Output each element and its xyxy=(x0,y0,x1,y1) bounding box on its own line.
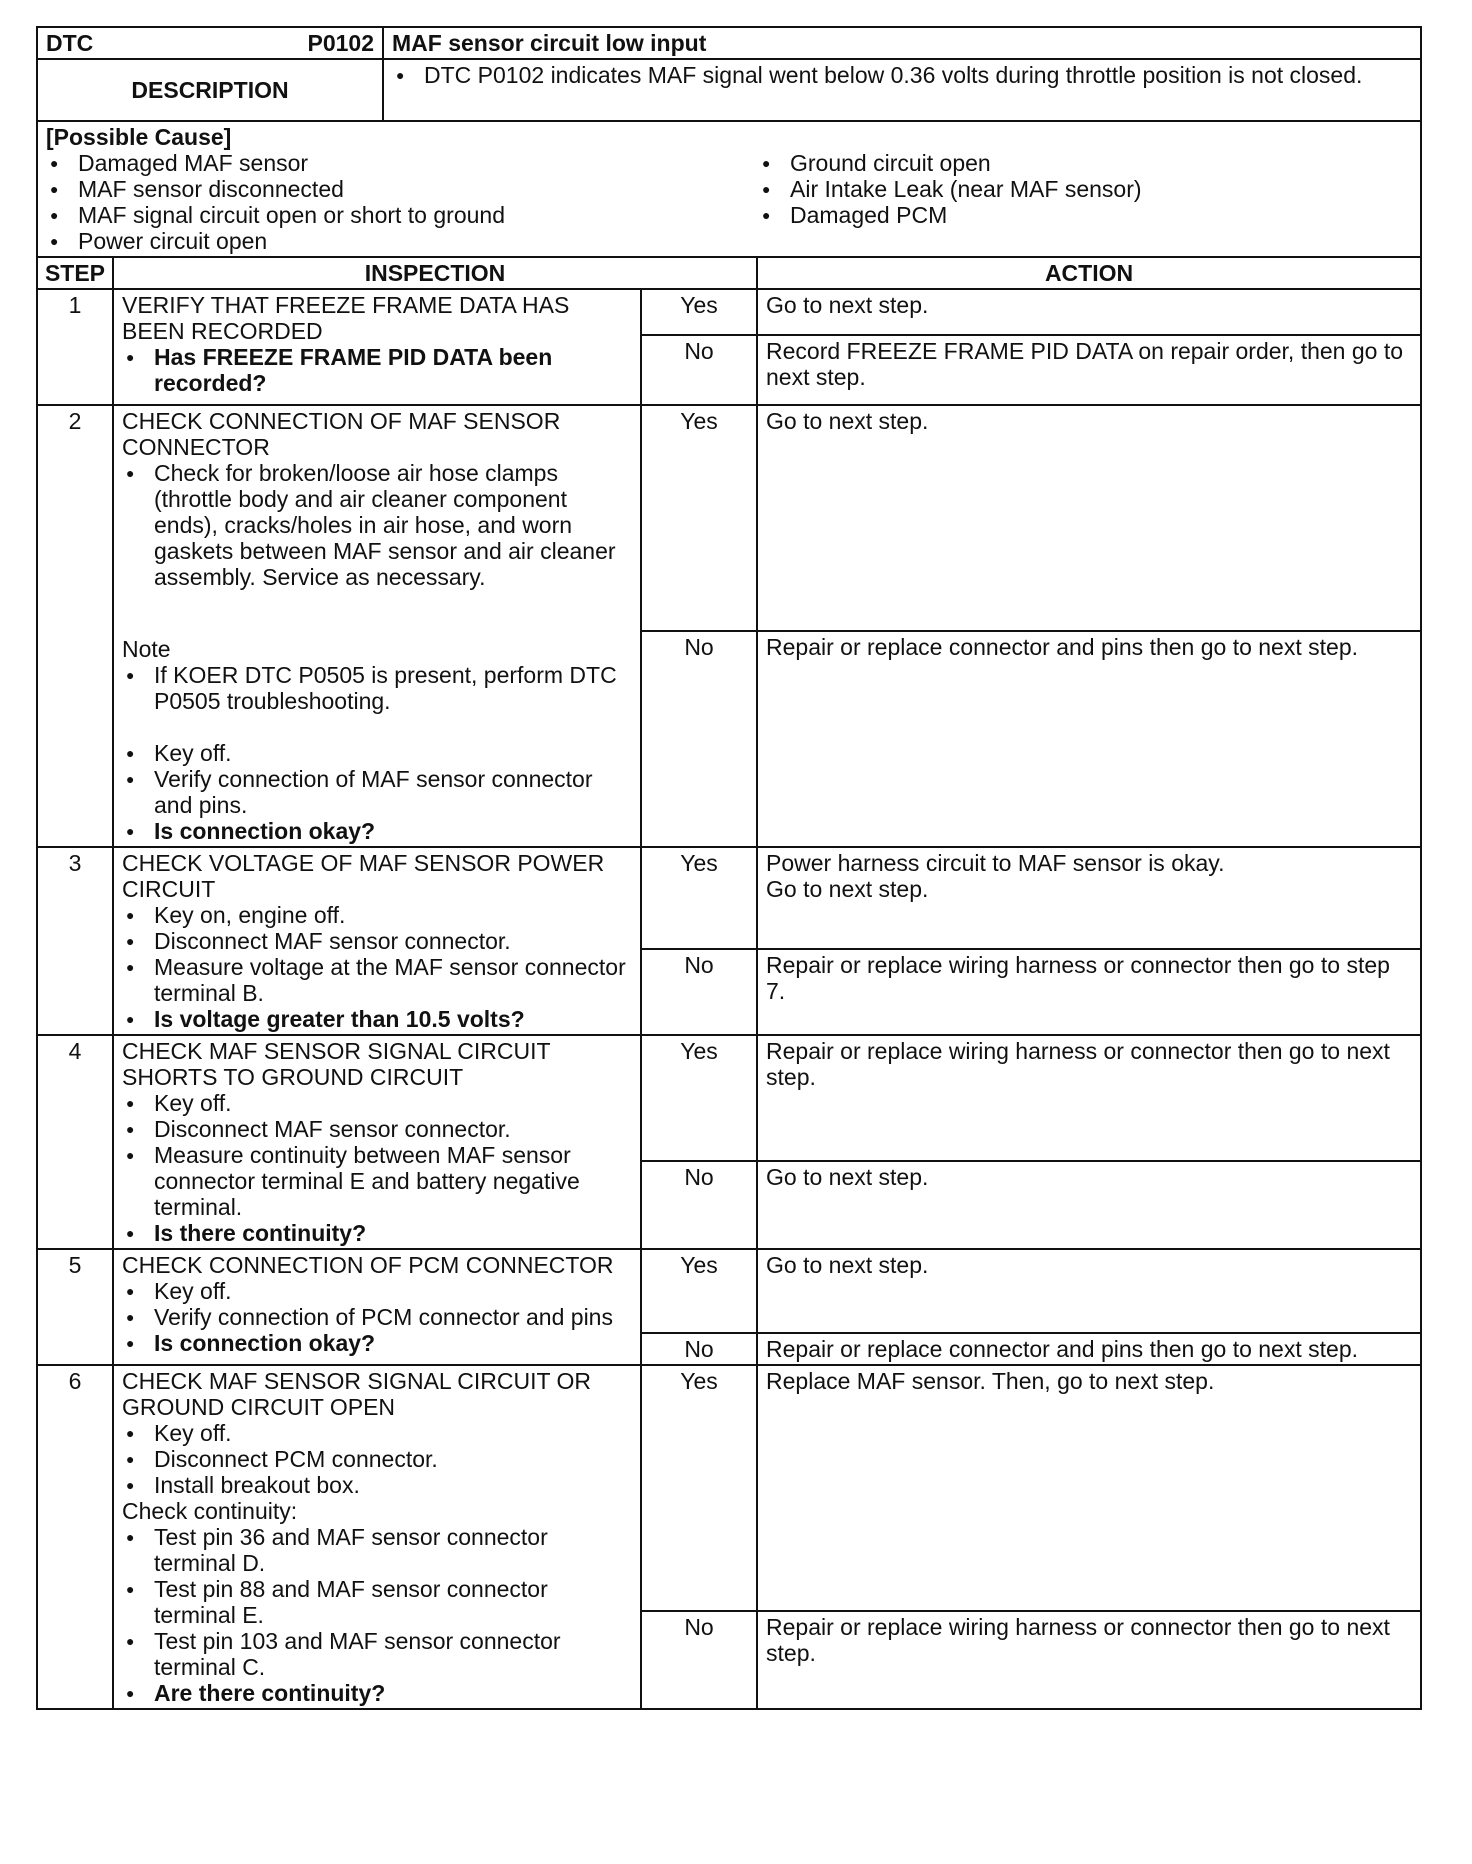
no-label: No xyxy=(641,631,757,847)
yes-action-line: Power harness circuit to MAF sensor is okay. xyxy=(766,850,1225,876)
step-bullet: ● Key off. xyxy=(122,740,632,766)
check-label: Check continuity: xyxy=(122,1498,298,1524)
step-question: ● Are there continuity? xyxy=(122,1680,632,1706)
step-number: 3 xyxy=(37,847,113,1035)
yes-action xyxy=(757,847,1421,949)
step-row-4 xyxy=(37,1035,1421,1161)
no-label: No xyxy=(641,1611,757,1709)
yes-label: Yes xyxy=(641,1035,757,1161)
step-row-2 xyxy=(37,405,1421,631)
cause-item: ● Air Intake Leak (near MAF sensor) xyxy=(758,176,1412,202)
step-title: CHECK MAF SENSOR SIGNAL CIRCUIT SHORTS TO GROUND CIRCUIT xyxy=(122,1038,551,1090)
step-number: 5 xyxy=(37,1249,113,1365)
dtc-code: P0102 xyxy=(307,30,375,56)
no-action: Go to next step. xyxy=(757,1161,1421,1249)
step-bullet: ● Key off. xyxy=(122,1278,632,1304)
possible-cause-heading: [Possible Cause] xyxy=(46,124,232,150)
step-inspection xyxy=(113,405,641,847)
no-action: Repair or replace connector and pins then go to next step. xyxy=(757,1333,1421,1365)
description-row xyxy=(37,59,1421,121)
yes-label: Yes xyxy=(641,847,757,949)
step-bullet: ● Measure continuity between MAF sensor connector terminal E and battery negative terminal. xyxy=(122,1142,632,1220)
no-action: Repair or replace connector and pins then go to next step. xyxy=(757,631,1421,847)
step-bullet: ● Test pin 103 and MAF sensor connector terminal C. xyxy=(122,1628,632,1680)
yes-action: Go to next step. xyxy=(757,1249,1421,1333)
step-bullet: ● Test pin 88 and MAF sensor connector terminal E. xyxy=(122,1576,632,1628)
no-label: No xyxy=(641,1161,757,1249)
step-inspection xyxy=(113,289,641,405)
step-row-6 xyxy=(37,1365,1421,1611)
cause-item: ● Damaged PCM xyxy=(758,202,1412,228)
cause-item: ● MAF signal circuit open or short to ground xyxy=(46,202,758,228)
step-bullet: ● Check for broken/loose air hose clamps (throttle body and air cleaner component ends), cracks/holes in air hose, and worn gaskets between MAF sensor and air cleaner assembly. Service as necessary. xyxy=(122,460,632,590)
cause-item: ● Damaged MAF sensor xyxy=(46,150,758,176)
dtc-sheet xyxy=(36,26,1420,1710)
step-row-5 xyxy=(37,1249,1421,1333)
description-cell xyxy=(383,59,1421,121)
step-question: ● Has FREEZE FRAME PID DATA been recorded? xyxy=(122,344,632,396)
yes-action: Go to next step. xyxy=(757,289,1421,335)
step-row-1 xyxy=(37,289,1421,335)
step-bullet: ● Install breakout box. xyxy=(122,1472,632,1498)
dtc-header-row xyxy=(37,27,1421,59)
step-bullet: ● Test pin 36 and MAF sensor connector terminal D. xyxy=(122,1524,632,1576)
no-label: No xyxy=(641,1333,757,1365)
cause-item: ● MAF sensor disconnected xyxy=(46,176,758,202)
step-inspection xyxy=(113,1365,641,1709)
step-number: 6 xyxy=(37,1365,113,1709)
dtc-label: DTC xyxy=(46,30,94,56)
no-action: Record FREEZE FRAME PID DATA on repair order, then go to next step. xyxy=(757,335,1421,405)
step-number: 2 xyxy=(37,405,113,847)
step-bullet: ● Disconnect PCM connector. xyxy=(122,1446,632,1472)
step-bullet: ● Verify connection of MAF sensor connector and pins. xyxy=(122,766,632,818)
possible-cause-row xyxy=(37,121,1421,257)
step-inspection xyxy=(113,1249,641,1365)
no-label: No xyxy=(641,949,757,1035)
cause-item: ● Ground circuit open xyxy=(758,150,1412,176)
step-bullet: ● Verify connection of PCM connector and pins xyxy=(122,1304,632,1330)
step-question: ● Is voltage greater than 10.5 volts? xyxy=(122,1006,632,1032)
yes-action-line: Go to next step. xyxy=(766,876,929,902)
yes-label: Yes xyxy=(641,289,757,335)
step-row-3 xyxy=(37,847,1421,949)
yes-label: Yes xyxy=(641,405,757,631)
step-bullet: ● Key on, engine off. xyxy=(122,902,632,928)
dtc-title: MAF sensor circuit low input xyxy=(383,27,1421,59)
no-action: Repair or replace wiring harness or connector then go to step 7. xyxy=(757,949,1421,1035)
note-label: Note xyxy=(122,636,171,662)
step-title: CHECK VOLTAGE OF MAF SENSOR POWER CIRCUIT xyxy=(122,850,605,902)
step-question: ● Is connection okay? xyxy=(122,818,632,844)
step-title: CHECK CONNECTION OF MAF SENSOR CONNECTOR xyxy=(122,408,561,460)
possible-cause-cell xyxy=(37,121,1421,257)
step-title: CHECK MAF SENSOR SIGNAL CIRCUIT OR GROUND CIRCUIT OPEN xyxy=(122,1368,592,1420)
no-action: Repair or replace wiring harness or connector then go to next step. xyxy=(757,1611,1421,1709)
step-title: CHECK CONNECTION OF PCM CONNECTOR xyxy=(122,1252,614,1278)
step-inspection xyxy=(113,1035,641,1249)
yes-action: Go to next step. xyxy=(757,405,1421,631)
yes-label: Yes xyxy=(641,1249,757,1333)
column-header-row xyxy=(37,257,1421,289)
step-number: 4 xyxy=(37,1035,113,1249)
step-title: VERIFY THAT FREEZE FRAME DATA HAS BEEN RECORDED xyxy=(122,292,570,344)
inspection-header: INSPECTION xyxy=(113,257,757,289)
step-bullet: ● Key off. xyxy=(122,1420,632,1446)
yes-action: Repair or replace wiring harness or connector then go to next step. xyxy=(757,1035,1421,1161)
description-text: ● DTC P0102 indicates MAF signal went below 0.36 volts during throttle position is not closed. xyxy=(392,62,1412,88)
step-inspection xyxy=(113,847,641,1035)
step-number: 1 xyxy=(37,289,113,405)
yes-label: Yes xyxy=(641,1365,757,1611)
step-question: ● Is there continuity? xyxy=(122,1220,632,1246)
step-bullet: ● Measure voltage at the MAF sensor connector terminal B. xyxy=(122,954,632,1006)
step-bullet: ● Disconnect MAF sensor connector. xyxy=(122,928,632,954)
dtc-code-cell xyxy=(37,27,383,59)
note-bullet: ● If KOER DTC P0505 is present, perform DTC P0505 troubleshooting. xyxy=(122,662,632,714)
dtc-table xyxy=(36,26,1422,1710)
step-bullet: ● Disconnect MAF sensor connector. xyxy=(122,1116,632,1142)
yes-action: Replace MAF sensor. Then, go to next step. xyxy=(757,1365,1421,1611)
step-bullet: ● Key off. xyxy=(122,1090,632,1116)
cause-item: ● Power circuit open xyxy=(46,228,758,254)
step-question: ● Is connection okay? xyxy=(122,1330,632,1356)
no-label: No xyxy=(641,335,757,405)
action-header: ACTION xyxy=(757,257,1421,289)
description-label: DESCRIPTION xyxy=(37,59,383,121)
step-header: STEP xyxy=(37,257,113,289)
